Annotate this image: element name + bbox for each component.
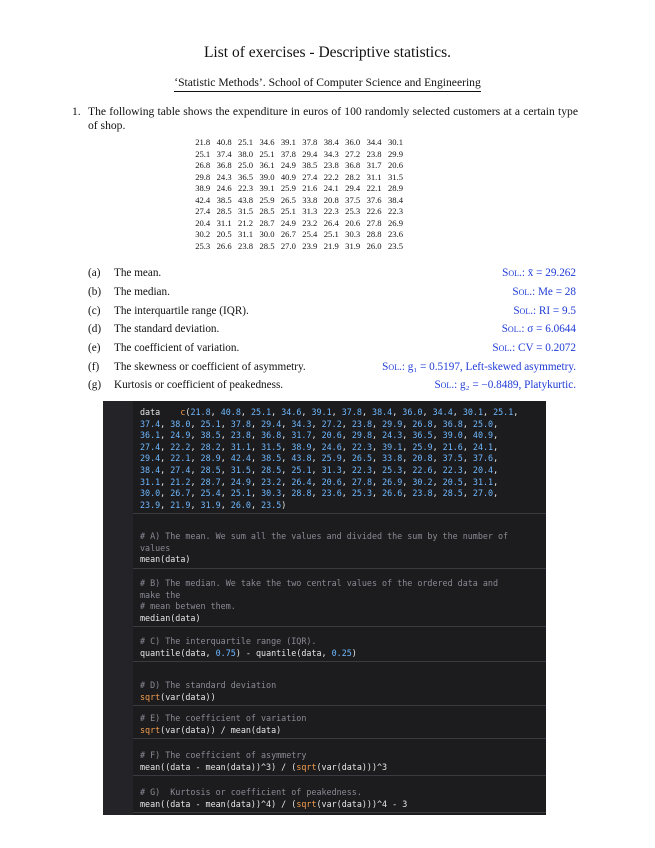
table-cell: 30.2 (195, 229, 211, 239)
table-cell: 25.9 (259, 194, 275, 205)
table-row (192, 183, 406, 195)
table-cell: 38.9 (195, 183, 211, 193)
table-cell: 29.4 (345, 183, 361, 193)
item-text: The median. (114, 286, 170, 298)
item-solution (502, 266, 576, 280)
table-cell: 21.9 (323, 240, 339, 251)
code-cell[interactable] (133, 678, 546, 706)
table-cell: 39.1 (280, 137, 296, 147)
table-cell: 28.2 (345, 171, 361, 182)
table-cell: 28.5 (259, 206, 275, 216)
table-cell: 27.8 (366, 217, 382, 228)
table-cell: 28.7 (259, 217, 275, 228)
table-cell: 23.5 (387, 240, 404, 251)
table-cell: 24.3 (216, 171, 232, 182)
table-cell: 28.9 (387, 183, 404, 193)
solution-value: σ = 6.0644 (527, 323, 576, 335)
table-cell: 27.0 (280, 240, 296, 251)
table-cell: 36.8 (345, 160, 361, 170)
table-cell: 38.5 (302, 160, 318, 170)
solution-label: Sol.: (502, 267, 525, 279)
item-solution (382, 360, 576, 374)
solution-value: g₁ = 0.5197, Left-skewed asymmetry. (407, 361, 576, 373)
solution-value: g₂ = −0.8489, Platykurtic. (460, 379, 576, 391)
exercise-item (88, 341, 576, 355)
table-cell: 31.5 (387, 171, 404, 182)
table-cell: 42.4 (195, 194, 211, 205)
table-cell: 36.1 (259, 160, 275, 170)
table-cell: 38.5 (216, 194, 232, 205)
table-cell: 22.1 (366, 183, 382, 193)
expenditure-table (192, 137, 406, 252)
table-cell: 37.8 (280, 148, 296, 159)
table-cell: 31.9 (345, 240, 361, 251)
table-cell: 23.9 (302, 240, 318, 251)
table-cell: 20.6 (387, 160, 404, 170)
table-cell: 25.1 (323, 229, 339, 239)
table-cell: 30.3 (345, 229, 361, 239)
table-cell: 26.9 (387, 217, 404, 228)
item-text: The coefficient of variation. (114, 342, 240, 354)
item-label: (b) (88, 286, 102, 298)
exercise-item (88, 378, 576, 392)
table-cell: 25.4 (302, 229, 318, 239)
table-cell: 29.4 (302, 148, 318, 159)
table-cell: 27.4 (302, 171, 318, 182)
table-cell: 25.1 (280, 206, 296, 216)
code-cell[interactable] (133, 785, 546, 813)
table-cell: 26.7 (280, 229, 296, 239)
table-cell: 20.8 (323, 194, 339, 205)
code-text: # C) The interquartile range (IQR). quantile(data, 0.75) - quantile(data, 0.25) (140, 636, 357, 658)
item-text: The skewness or coefficient of asymmetry. (114, 361, 306, 373)
table-cell: 23.8 (323, 160, 339, 170)
code-cell[interactable] (133, 634, 546, 662)
table-cell: 30.0 (259, 229, 275, 239)
table-cell: 23.8 (238, 240, 254, 251)
table-cell: 39.1 (259, 183, 275, 193)
table-cell: 23.8 (366, 148, 382, 159)
subtitle-text: ‘Statistic Methods’. School of Computer Science and Engineering (174, 76, 481, 92)
exercise-item (88, 285, 576, 299)
solution-label: Sol.: (492, 342, 516, 354)
exercise-item (88, 266, 576, 280)
item-solution (512, 285, 576, 299)
table-cell: 36.5 (238, 171, 254, 182)
table-cell: 37.5 (345, 194, 361, 205)
solution-label: Sol.: (434, 379, 458, 391)
item-label: (a) (88, 267, 101, 279)
table-cell: 22.6 (366, 206, 382, 216)
table-cell: 37.4 (216, 148, 232, 159)
table-cell: 26.4 (323, 217, 339, 228)
item-text: The interquartile range (IQR). (114, 305, 249, 317)
item-label: (f) (88, 361, 100, 373)
table-cell: 34.3 (323, 148, 339, 159)
table-row (192, 195, 406, 207)
table-cell: 25.1 (259, 148, 275, 159)
table-cell: 22.3 (238, 183, 254, 193)
code-block (103, 401, 546, 815)
table-cell: 22.3 (387, 206, 404, 216)
table-row (192, 229, 406, 241)
table-cell: 27.4 (195, 206, 211, 216)
item-label: (g) (88, 379, 102, 391)
table-cell: 37.6 (366, 194, 382, 205)
table-cell: 26.6 (216, 240, 232, 251)
table-cell: 24.1 (323, 183, 339, 193)
item-solution (502, 322, 576, 336)
table-row (192, 206, 406, 218)
table-cell: 20.5 (216, 229, 232, 239)
item-solution (492, 341, 576, 355)
table-cell: 24.6 (216, 183, 232, 193)
table-cell: 24.9 (280, 217, 296, 228)
table-cell: 38.0 (238, 148, 254, 159)
table-cell: 40.8 (216, 137, 232, 147)
code-text: # B) The median. We take the two central values of the ordered data and make the # mean betwen them. median(data) (140, 578, 498, 623)
table-cell: 29.9 (387, 148, 404, 159)
table-cell: 36.0 (345, 137, 361, 147)
solution-label: Sol.: (382, 361, 405, 373)
solution-label: Sol.: (512, 286, 536, 298)
table-cell: 22.2 (323, 171, 339, 182)
solution-value: Me = 28 (537, 286, 576, 298)
code-text: # G) Kurtosis or coefficient of peakedness. mean((data - mean(data))^4) / (sqrt(var(data)))^4 - 3 (140, 787, 408, 809)
table-cell: 26.5 (280, 194, 296, 205)
table-cell: 25.3 (345, 206, 361, 216)
table-cell: 36.8 (216, 160, 232, 170)
code-text: # D) The standard deviation sqrt(var(data)) (140, 680, 277, 702)
table-cell: 43.8 (238, 194, 254, 205)
table-cell: 28.8 (366, 229, 382, 239)
table-cell: 38.4 (323, 137, 339, 147)
code-text: # F) The coefficient of asymmetry mean((data - mean(data))^3) / (sqrt(var(data)))^3 (140, 750, 388, 772)
item-solution (513, 304, 576, 318)
table-row (192, 241, 406, 253)
table-cell: 31.7 (366, 160, 382, 170)
table-cell: 21.6 (302, 183, 318, 193)
solution-label: Sol.: (513, 305, 537, 317)
table-cell: 34.4 (366, 137, 382, 147)
table-cell: 27.2 (345, 148, 361, 159)
item-label: (c) (88, 305, 101, 317)
table-cell: 25.3 (195, 240, 211, 251)
table-cell: 20.4 (195, 217, 211, 228)
table-cell: 28.5 (259, 240, 275, 251)
table-row (192, 172, 406, 184)
table-cell: 31.1 (366, 171, 382, 182)
item-label: (d) (88, 323, 102, 335)
table-cell: 31.5 (238, 206, 254, 216)
code-text: data c(21.8, 40.8, 25.1, 34.6, 39.1, 37.8, 38.4, 36.0, 34.4, 30.1, 25.1, 37.4, 38.0, 25.1, 37.8, 29.4, 34.3, 27.2, 23.8, 29.9, 26.8, 36.8, 25.0, 36.1, 24.9, 38.5, 23.8, 36.8, 31.7, 20.6, 29.8, 24.3, 36.5, 39.0, 40.9, 27.4, 22.2, 28.2, 31.1, 31.5, 38.9, 24.6, 22.3, 39.1, 25.9, 21.6, 24.1, 29.4, 22.1, 28.9, 42.4, 38.5, 43.8, 25.9, 26.5, 33.8, 20.8, 37.5, 37.6, 38.4, 27.4, 28.5, 31.5, 28.5, 25.1, 31.3, 22.3, 25.3, 22.6, 22.3, 20.4, 31.1, 21.2, 28.7, 24.9, 23.2, 26.4, 20.6, 27.8, 26.9, 30.2, 20.5, 31.1, 30.0, 26.7, 25.4, 25.1, 30.3, 28.8, 23.6, 25.3, 26.6, 23.8, 28.5, 27.0, 23.9, 21.9, 31.9, 26.0, 23.5) (140, 407, 519, 510)
table-row (192, 218, 406, 230)
item-solution (434, 378, 576, 392)
item-label: (e) (88, 342, 101, 354)
table-cell: 34.6 (259, 137, 275, 147)
table-cell: 33.8 (302, 194, 318, 205)
table-cell: 25.0 (238, 160, 254, 170)
table-cell: 25.1 (238, 137, 254, 147)
table-cell: 26.0 (366, 240, 382, 251)
table-cell: 20.6 (345, 217, 361, 228)
table-cell: 21.8 (195, 137, 211, 147)
solution-label: Sol.: (501, 323, 525, 335)
table-cell: 22.3 (323, 206, 339, 216)
exercise-item (88, 304, 576, 318)
code-gutter (103, 401, 133, 815)
exercise-number: 1. (72, 105, 81, 118)
document-subtitle (0, 76, 655, 89)
solution-value: x̄ = 29.262 (527, 267, 576, 279)
table-cell: 26.8 (195, 160, 211, 170)
table-cell: 25.1 (195, 148, 211, 159)
code-cell[interactable] (133, 711, 546, 739)
table-cell: 25.9 (280, 183, 296, 193)
code-cell[interactable] (133, 748, 546, 776)
table-row (192, 137, 406, 149)
code-cell[interactable] (133, 405, 546, 514)
table-cell: 39.0 (259, 171, 275, 182)
code-cell[interactable] (133, 576, 546, 627)
table-row (192, 160, 406, 172)
exercise-item (88, 360, 576, 374)
table-cell: 29.8 (195, 171, 211, 182)
code-text: # E) The coefficient of variation sqrt(var(data)) / mean(data) (140, 713, 307, 735)
solution-value: RI = 9.5 (538, 305, 576, 317)
item-text: The standard deviation. (114, 323, 220, 335)
table-cell: 31.1 (216, 217, 232, 228)
item-text: Kurtosis or coefficient of peakedness. (114, 379, 284, 391)
solution-value: CV = 0.2072 (517, 342, 576, 354)
table-cell: 37.8 (302, 137, 318, 147)
table-cell: 38.4 (387, 194, 404, 205)
table-cell: 31.1 (238, 229, 254, 239)
table-cell: 21.2 (238, 217, 254, 228)
code-cell[interactable] (133, 529, 546, 569)
exercise-item (88, 322, 576, 336)
table-cell: 31.3 (302, 206, 318, 216)
code-text: # A) The mean. We sum all the values and divided the sum by the number of values mean(data) (140, 531, 509, 565)
table-cell: 24.9 (280, 160, 296, 170)
table-cell: 23.6 (387, 229, 404, 239)
table-cell: 30.1 (387, 137, 404, 147)
table-cell: 40.9 (280, 171, 296, 182)
item-text: The mean. (114, 267, 162, 279)
table-row (192, 149, 406, 161)
document-title: List of exercises - Descriptive statistics. (203, 44, 452, 61)
table-cell: 28.5 (216, 206, 232, 216)
exercise-statement: The following table shows the expenditure in euros of 100 randomly selected customers at a certain type of shop. (88, 105, 578, 132)
table-cell: 23.2 (302, 217, 318, 228)
